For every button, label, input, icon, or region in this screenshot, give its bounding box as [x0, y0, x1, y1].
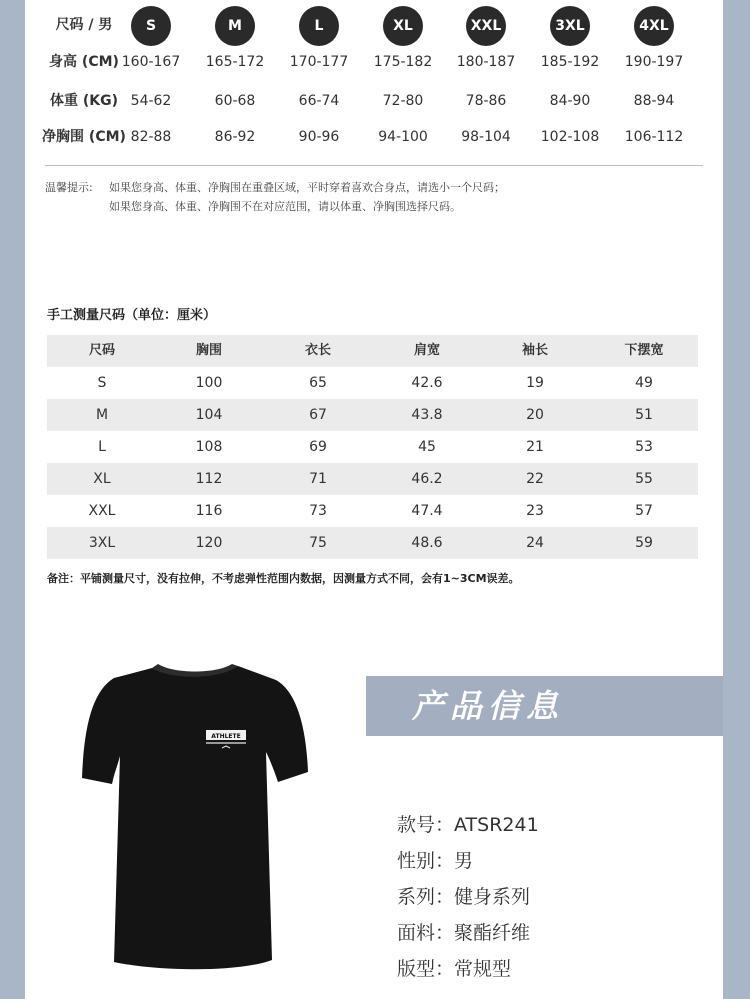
size-circle-xxl: XXL	[466, 6, 506, 46]
measure-row	[47, 495, 698, 527]
size-row-value: 106-112	[624, 129, 684, 145]
size-circle-s: S	[131, 6, 171, 46]
measure-cell: 116	[195, 503, 223, 519]
measure-cell: M	[95, 407, 109, 423]
measure-cell: 69	[309, 439, 327, 455]
tshirt-image	[80, 660, 310, 980]
product-spec-line: 性别：男	[397, 850, 474, 872]
size-circle-3xl: 3XL	[550, 6, 590, 46]
size-row-value: 185-192	[540, 54, 600, 70]
measure-cell: 65	[309, 375, 327, 391]
size-row-value: 72-80	[382, 93, 424, 109]
measure-table	[47, 335, 698, 559]
measure-cell: 108	[195, 439, 223, 455]
measure-note: 备注：平铺测量尺寸，没有拉伸，不考虑弹性范围内数据，因测量方式不同，会有1~3CM误差。	[47, 572, 520, 585]
size-row-label: 体重 (KG)	[49, 93, 118, 109]
size-info-panel	[25, 0, 723, 999]
measure-header-cell: 胸围	[195, 343, 222, 358]
measure-cell: 24	[526, 535, 544, 551]
measure-cell: 100	[195, 375, 223, 391]
measure-cell: 49	[635, 375, 653, 391]
size-row-value: 102-108	[540, 129, 600, 145]
measure-header-cell: 下摆宽	[624, 343, 664, 358]
size-circle-l: L	[299, 6, 339, 46]
shirt-logo-text: ATHLETE	[211, 733, 241, 740]
product-spec-line: 面料：聚酯纤维	[397, 922, 531, 944]
size-row-value: 90-96	[298, 129, 340, 145]
measure-cell: S	[97, 375, 107, 391]
measure-cell: 71	[309, 471, 327, 487]
measure-cell: 120	[195, 535, 223, 551]
size-row-value: 78-86	[465, 93, 507, 109]
measure-header-cell: 衣长	[304, 343, 331, 358]
product-info-banner	[366, 676, 723, 736]
measure-cell: XXL	[88, 503, 116, 519]
measure-cell: 22	[526, 471, 544, 487]
measure-cell: 3XL	[88, 535, 116, 551]
size-row-value: 180-187	[456, 54, 516, 70]
size-circle-m: M	[215, 6, 255, 46]
measure-cell: 59	[635, 535, 653, 551]
size-row-value: 60-68	[214, 93, 256, 109]
measure-cell: 55	[635, 471, 653, 487]
size-row-value: 190-197	[624, 54, 684, 70]
measure-header-row	[47, 335, 698, 367]
size-row-value: 84-90	[549, 93, 591, 109]
size-row	[25, 47, 723, 77]
measure-cell: 53	[635, 439, 653, 455]
size-row-value: 82-88	[130, 129, 172, 145]
size-row	[25, 122, 723, 152]
size-row-value: 175-182	[373, 54, 433, 70]
measure-cell: 46.2	[411, 471, 443, 487]
size-row-value: 66-74	[298, 93, 340, 109]
measure-cell: 75	[309, 535, 327, 551]
measure-header-cell: 袖长	[521, 343, 548, 358]
size-row-value: 88-94	[633, 93, 675, 109]
size-row-value: 54-62	[130, 93, 172, 109]
tip-line-1: 如果您身高、体重、净胸围在重叠区域，平时穿着喜欢合身点，请选小一个尺码；	[109, 181, 505, 194]
measure-header-cell: 肩宽	[413, 343, 440, 358]
measure-cell: 67	[309, 407, 327, 423]
tip-title: 温馨提示:	[45, 181, 93, 194]
measure-cell: 47.4	[411, 503, 443, 519]
measure-cell: 112	[195, 471, 223, 487]
measure-table-title: 手工测量尺码（单位：厘米）	[47, 308, 217, 323]
measure-row	[47, 367, 698, 399]
size-header-row	[25, 10, 723, 40]
measure-header-cell: 尺码	[88, 343, 115, 358]
measure-row	[47, 463, 698, 495]
measure-cell: 23	[526, 503, 544, 519]
size-row-value: 170-177	[289, 54, 349, 70]
size-row	[25, 86, 723, 116]
size-row-value: 98-104	[461, 129, 511, 145]
size-header-label: 尺码 / 男	[55, 17, 113, 33]
measure-cell: 20	[526, 407, 544, 423]
product-spec-line: 版型：常规型	[397, 958, 512, 980]
measure-cell: 73	[309, 503, 327, 519]
divider	[45, 165, 703, 166]
measure-row	[47, 431, 698, 463]
measure-cell: 51	[635, 407, 653, 423]
size-row-value: 160-167	[121, 54, 181, 70]
measure-cell: XL	[93, 471, 111, 487]
measure-row	[47, 399, 698, 431]
size-row-value: 165-172	[205, 54, 265, 70]
measure-cell: 21	[526, 439, 544, 455]
product-spec-line: 款号：ATSR241	[397, 814, 539, 836]
measure-cell: 57	[635, 503, 653, 519]
size-row-label: 身高 (CM)	[49, 54, 119, 70]
size-circle-xl: XL	[383, 6, 423, 46]
size-row-value: 86-92	[214, 129, 256, 145]
tip-line-2: 如果您身高、体重、净胸围不在对应范围，请以体重、净胸围选择尺码。	[109, 200, 461, 213]
measure-cell: 43.8	[411, 407, 443, 423]
size-row-value: 94-100	[378, 129, 428, 145]
measure-cell: 45	[418, 439, 436, 455]
product-info-title: 产品信息	[412, 687, 565, 725]
measure-cell: 42.6	[411, 375, 443, 391]
size-circle-4xl: 4XL	[634, 6, 674, 46]
measure-row	[47, 527, 698, 559]
product-spec-line: 系列：健身系列	[397, 886, 531, 908]
measure-cell: 19	[526, 375, 544, 391]
measure-cell: L	[98, 439, 106, 455]
measure-cell: 104	[195, 407, 223, 423]
measure-cell: 48.6	[411, 535, 443, 551]
size-row-label: 净胸围 (CM)	[42, 129, 126, 145]
